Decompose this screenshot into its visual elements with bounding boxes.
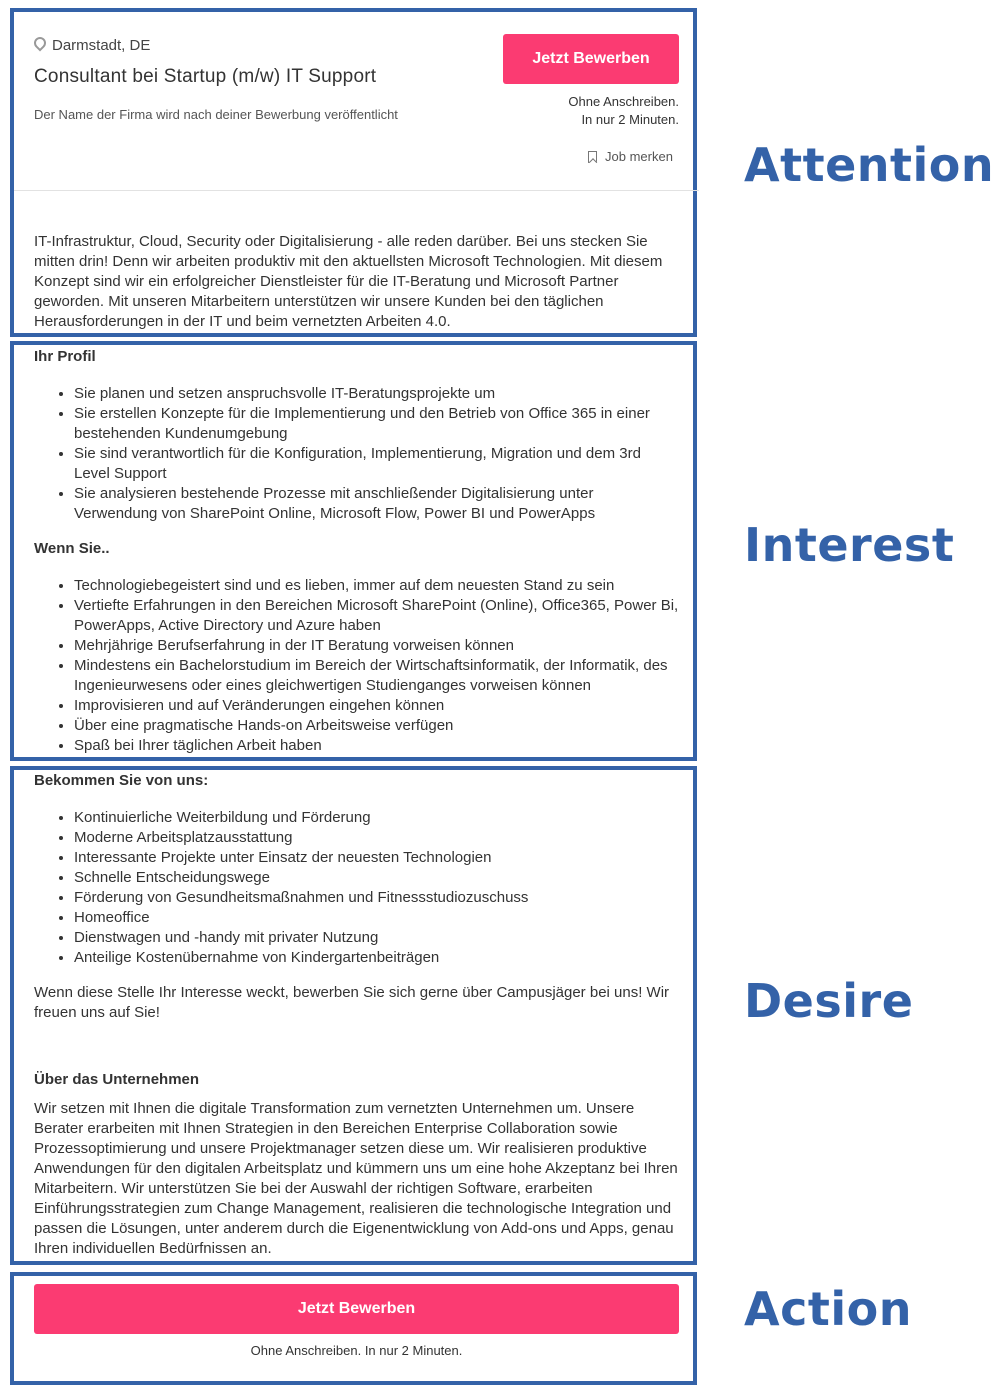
list-item: • Sie erstellen Konzepte für die Implementierung und den Betrieb von Office 365 in einer bestehenden Kundenumgebung <box>74 404 679 444</box>
apply-hint-line-2: In nur 2 Minuten. <box>581 112 679 127</box>
list-item: • Improvisieren und auf Veränderungen eingehen können <box>74 696 679 716</box>
apply-hint-bottom: Ohne Anschreiben. In nur 2 Minuten. <box>250 1343 463 1358</box>
closing-text: Wenn diese Stelle Ihr Interesse weckt, bewerben Sie sich gerne über Campusjäger bei uns! Wir freuen uns auf Sie! <box>34 984 670 1021</box>
list-item: • Interessante Projekte unter Einsatz der neuesten Technologien <box>74 848 679 868</box>
apply-button-top[interactable]: Jetzt Bewerben <box>503 34 679 84</box>
list-item: • Vertiefte Erfahrungen in den Bereichen Microsoft SharePoint (Online), Office365, Power Bi, PowerApps, Active Directory und Azure haben <box>74 596 679 636</box>
list-item: • Homeoffice <box>74 908 679 928</box>
bookmark-icon <box>588 151 597 163</box>
aida-label-action: Action <box>744 1282 912 1336</box>
list-item: • Schnelle Entscheidungswege <box>74 868 679 888</box>
apply-hint-line-1: Ohne Anschreiben. <box>568 94 679 109</box>
list-item: • Förderung von Gesundheitsmaßnahmen und Fitnessstudiozuschuss <box>74 888 679 908</box>
list-item: • Sie analysieren bestehende Prozesse mit anschließender Digitalisierung unter Verwendung von SharePoint Online, Microsoft Flow, Power BI und PowerApps <box>74 484 679 524</box>
aida-label-attention: Attention <box>744 138 995 192</box>
profil-heading: Ihr Profil <box>34 348 96 365</box>
about-heading: Über das Unternehmen <box>34 1071 200 1088</box>
list-item: • Spaß bei Ihrer täglichen Arbeit haben <box>74 736 679 756</box>
bookmark-label: Job merken <box>605 149 673 164</box>
profil-list <box>34 384 679 524</box>
apply-hint-top <box>568 93 679 129</box>
company-note: Der Name der Firma wird nach deiner Bewerbung veröffentlicht <box>34 107 398 122</box>
list-item: • Kontinuierliche Weiterbildung und Förderung <box>74 808 679 828</box>
list-item: • Moderne Arbeitsplatzausstattung <box>74 828 679 848</box>
list-item: • Über eine pragmatische Hands-on Arbeitsweise verfügen <box>74 716 679 736</box>
location-pin-icon <box>32 35 49 52</box>
aida-label-desire: Desire <box>744 974 914 1028</box>
about-text: Wir setzen mit Ihnen die digitale Transformation zum vernetzten Unternehmen um. Unsere Berater erarbeiten mit Ihnen Strategien in den Bereichen Enterprise Collaboration sowie Prozessoptimierung und unsere Projektmanager setzen diese um. Wir realisieren produktive Anwendungen für den digitalen Arbeitsplatz und kümmern uns um eine hohe Akzeptanz bei Ihren Mitarbeitern. Wir unterstützen Sie bei der Auswahl der richtigen Software, erarbeiten Einführungsstrategien zum Change Management, realisieren die technologische Integration und passen die Lösungen, unter anderem durch die Eigenentwicklung von Add-ons und Apps, genau Ihren individuellen Bedürfnissen an. <box>34 1100 678 1257</box>
list-item: • Technologiebegeistert sind und es lieben, immer auf dem neuesten Stand zu sein <box>74 576 679 596</box>
list-item: • Sie planen und setzen anspruchsvolle IT-Beratungsprojekte um <box>74 384 679 404</box>
job-location <box>34 37 150 54</box>
bookmark-job-button[interactable] <box>588 149 673 164</box>
wenn-list <box>34 576 679 756</box>
list-item: • Sie sind verantwortlich für die Konfiguration, Implementierung, Migration und dem 3rd Level Support <box>74 444 679 484</box>
benefits-list <box>34 808 679 968</box>
list-item: • Anteilige Kostenübernahme von Kindergartenbeiträgen <box>74 948 679 968</box>
aida-label-interest: Interest <box>744 518 955 572</box>
list-item: • Mehrjährige Berufserfahrung in der IT Beratung vorweisen können <box>74 636 679 656</box>
intro-text: IT-Infrastruktur, Cloud, Security oder Digitalisierung - alle reden darüber. Bei uns stecken Sie mitten drin! Denn wir arbeiten produktiv mit den aktuellsten Microsoft Technologien. Mit diesem Konzept sind wir ein erfolgreicher Dienstleister für die IT-Beratung und Microsoft Partner geworden. Mit unseren Mitarbeitern unterstützen wir unsere Kunden bei den täglichen Herausforderungen in der IT und beim vernetzten Arbeiten 4.0. <box>34 233 663 330</box>
list-item: • Dienstwagen und -handy mit privater Nutzung <box>74 928 679 948</box>
apply-button-bottom[interactable]: Jetzt Bewerben <box>34 1284 679 1334</box>
benefits-heading: Bekommen Sie von uns: <box>34 772 209 789</box>
wenn-heading: Wenn Sie.. <box>34 540 110 557</box>
job-title: Consultant bei Startup (m/w) IT Support <box>34 66 377 87</box>
list-item: • Mindestens ein Bachelorstudium im Bereich der Wirtschaftsinformatik, der Informatik, des Ingenieurwesens oder eines gleichwertigen Studienganges vorweisen können <box>74 656 679 696</box>
header-divider <box>14 190 699 191</box>
location-text: Darmstadt, DE <box>52 37 151 54</box>
